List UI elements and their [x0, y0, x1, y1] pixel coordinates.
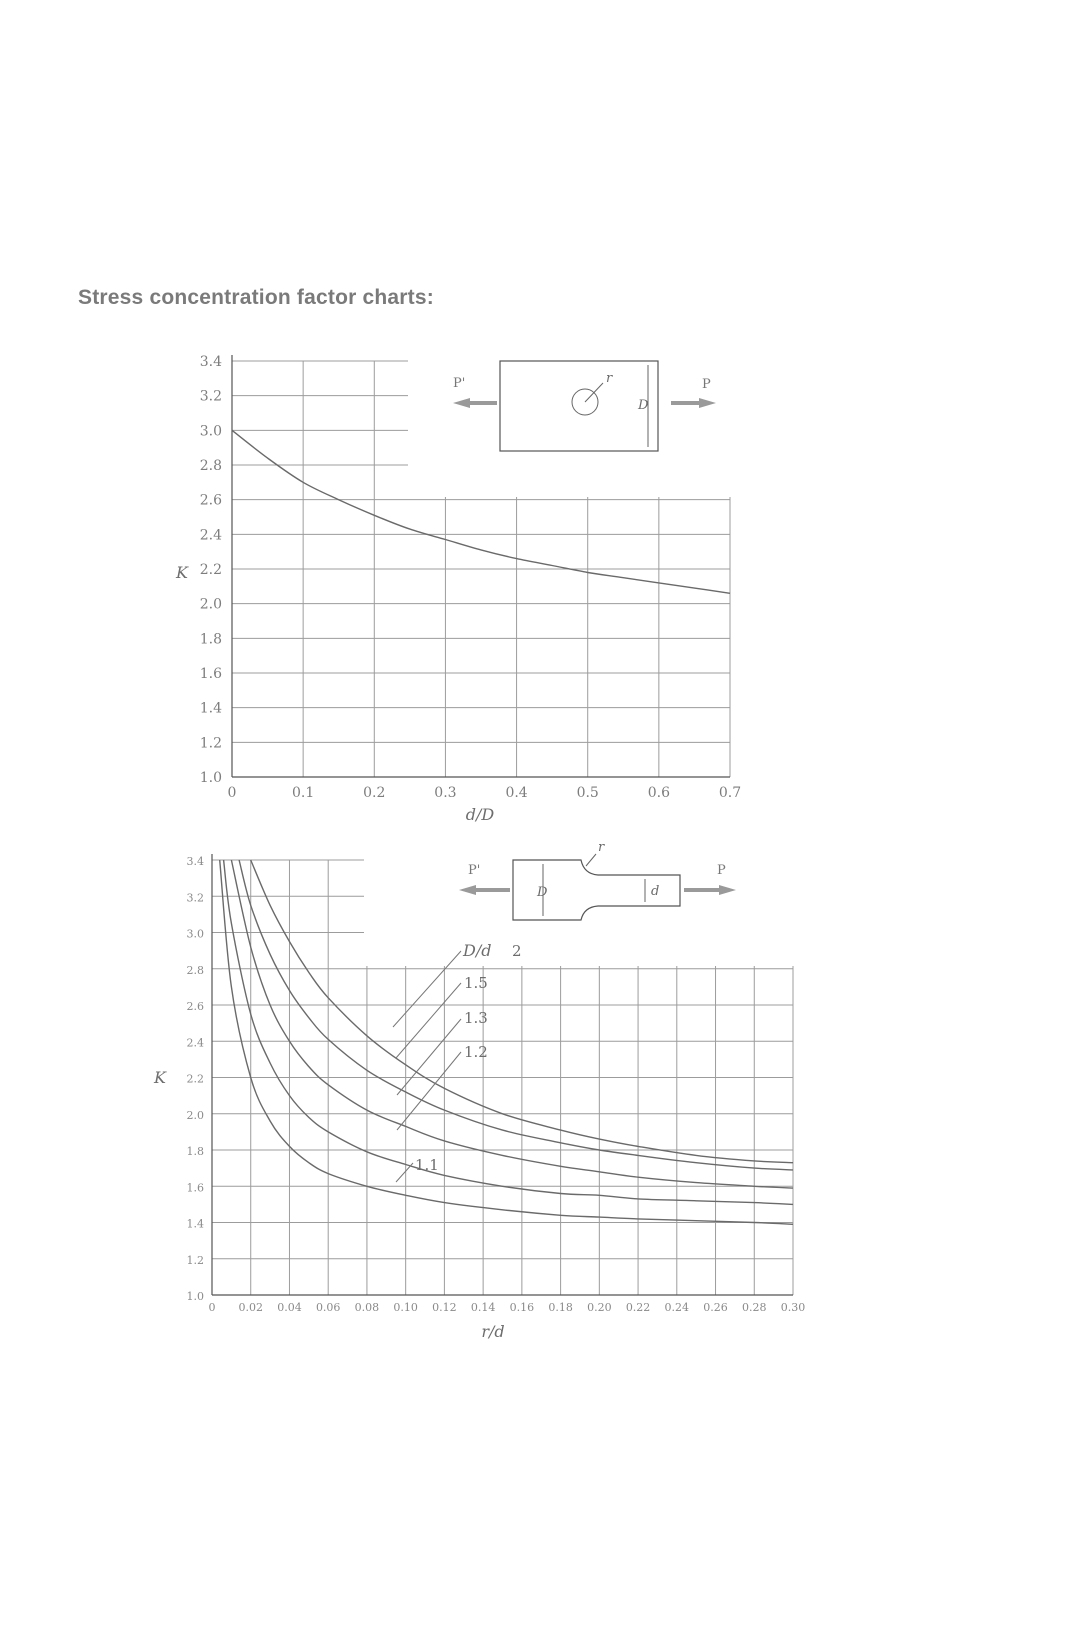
x-tick-label: 0.22: [625, 1301, 651, 1314]
page-title: Stress concentration factor charts:: [78, 286, 434, 309]
x-tick-label: 0.10: [393, 1301, 418, 1314]
curve-label-1-2: 1.2: [464, 1043, 488, 1061]
y-axis-label: K: [154, 1068, 166, 1087]
y-tick-label: 3.0: [186, 927, 204, 941]
curve-label-1-5: 1.5: [464, 974, 488, 992]
inset-label-r: r: [606, 371, 613, 386]
y-tick-label: 1.4: [199, 700, 222, 717]
curve-label-2: 2: [512, 942, 522, 960]
y-tick-label: 1.6: [186, 1181, 204, 1195]
x-tick-label: 0.5: [576, 785, 599, 801]
x-tick-label: 0.3: [434, 785, 457, 801]
curve-label-1-3: 1.3: [464, 1009, 488, 1027]
chart-stepped-bar: [153, 840, 805, 1341]
leader-line: [397, 1019, 461, 1095]
inset-plate: [500, 361, 658, 451]
x-tick-label: 0.26: [703, 1301, 728, 1314]
y-tick-label: 2.0: [199, 596, 222, 613]
y-tick-label: 2.2: [199, 562, 222, 578]
leader-line: [393, 951, 461, 1027]
y-tick-label: 1.2: [186, 1253, 204, 1267]
x-tick-label: 0.08: [354, 1301, 380, 1314]
tick-labels: [200, 354, 741, 801]
inset-label-p-prime: P': [453, 376, 466, 391]
y-tick-label: 3.0: [199, 423, 222, 440]
x-tick-label: 0.4: [505, 785, 528, 801]
fillet-pointer: [586, 854, 596, 866]
x-tick-label: 0.30: [780, 1301, 806, 1314]
x-tick-label: 0.18: [548, 1301, 573, 1314]
series-group: [220, 860, 793, 1224]
series-line: [224, 860, 793, 1204]
x-tick-label: 0.06: [315, 1301, 341, 1314]
arrow-right-icon: [684, 885, 736, 895]
y-tick-label: 1.2: [199, 735, 222, 752]
y-tick-label: 2.0: [186, 1108, 204, 1122]
y-tick-label: 2.6: [199, 492, 222, 509]
x-axis-label: r/d: [481, 1322, 505, 1341]
x-tick-label: 0.12: [432, 1301, 457, 1314]
y-tick-label: 1.0: [199, 770, 222, 786]
y-tick-label: 3.4: [186, 855, 204, 868]
y-tick-label: 2.6: [186, 1000, 204, 1013]
x-tick-label: 0.7: [718, 785, 742, 801]
leader-line: [397, 1052, 461, 1130]
x-tick-label: 0.02: [238, 1301, 263, 1314]
grid: [212, 860, 793, 1295]
y-tick-label: 3.4: [199, 354, 222, 370]
x-tick-label: 0.6: [647, 785, 670, 801]
series-line: [220, 860, 793, 1224]
y-tick-label: 2.8: [199, 458, 222, 474]
y-tick-label: 2.8: [186, 963, 204, 977]
x-tick-label: 0.24: [664, 1301, 690, 1314]
y-tick-label: 2.4: [186, 1036, 204, 1050]
inset-label-p: P: [717, 863, 726, 878]
x-axis-label: d/D: [465, 805, 495, 824]
x-tick-label: 0.04: [277, 1301, 302, 1314]
curve-label-1-1: 1.1: [415, 1156, 439, 1174]
curve-label-leaders: [393, 951, 461, 1182]
inset-label-p: P: [702, 377, 711, 392]
x-tick-label: 0.2: [363, 785, 386, 801]
leader-line: [396, 1163, 413, 1182]
y-tick-label: 1.8: [199, 631, 222, 648]
x-tick-label: 0: [208, 1301, 216, 1314]
inset-label-d-large: D: [537, 885, 548, 900]
y-axis-label: K: [176, 563, 188, 582]
y-tick-label: 1.0: [186, 1290, 204, 1303]
curve-label-d-over-d: D/d: [463, 941, 492, 960]
y-tick-label: 2.2: [186, 1072, 204, 1086]
inset-label-d-small: d: [651, 884, 660, 899]
x-tick-label: 0.20: [587, 1301, 612, 1314]
arrow-left-icon: [453, 398, 497, 408]
series-line: [231, 860, 793, 1188]
x-tick-label: 0.16: [509, 1301, 535, 1314]
arrow-left-icon: [459, 885, 510, 895]
y-tick-label: 1.8: [186, 1145, 204, 1158]
y-tick-label: 1.6: [199, 666, 222, 682]
axes: [212, 854, 793, 1295]
inset-label-d: D: [638, 398, 649, 413]
y-tick-label: 3.2: [199, 388, 222, 405]
x-tick-label: 0: [227, 785, 237, 801]
x-tick-label: 0.28: [742, 1301, 767, 1314]
x-tick-label: 0.14: [470, 1301, 496, 1314]
inset-plate-with-hole-diagram: [453, 361, 716, 451]
y-tick-label: 2.4: [199, 527, 222, 544]
y-tick-label: 3.2: [186, 891, 204, 905]
inset-stepped-bar-diagram: [459, 840, 736, 920]
arrow-right-icon: [671, 398, 716, 408]
y-tick-label: 1.4: [186, 1217, 204, 1231]
inset-label-r: r: [598, 840, 605, 855]
inset-label-p-prime: P': [468, 863, 481, 878]
x-tick-label: 0.1: [292, 785, 315, 801]
chart-hole-plate: [175, 354, 741, 824]
